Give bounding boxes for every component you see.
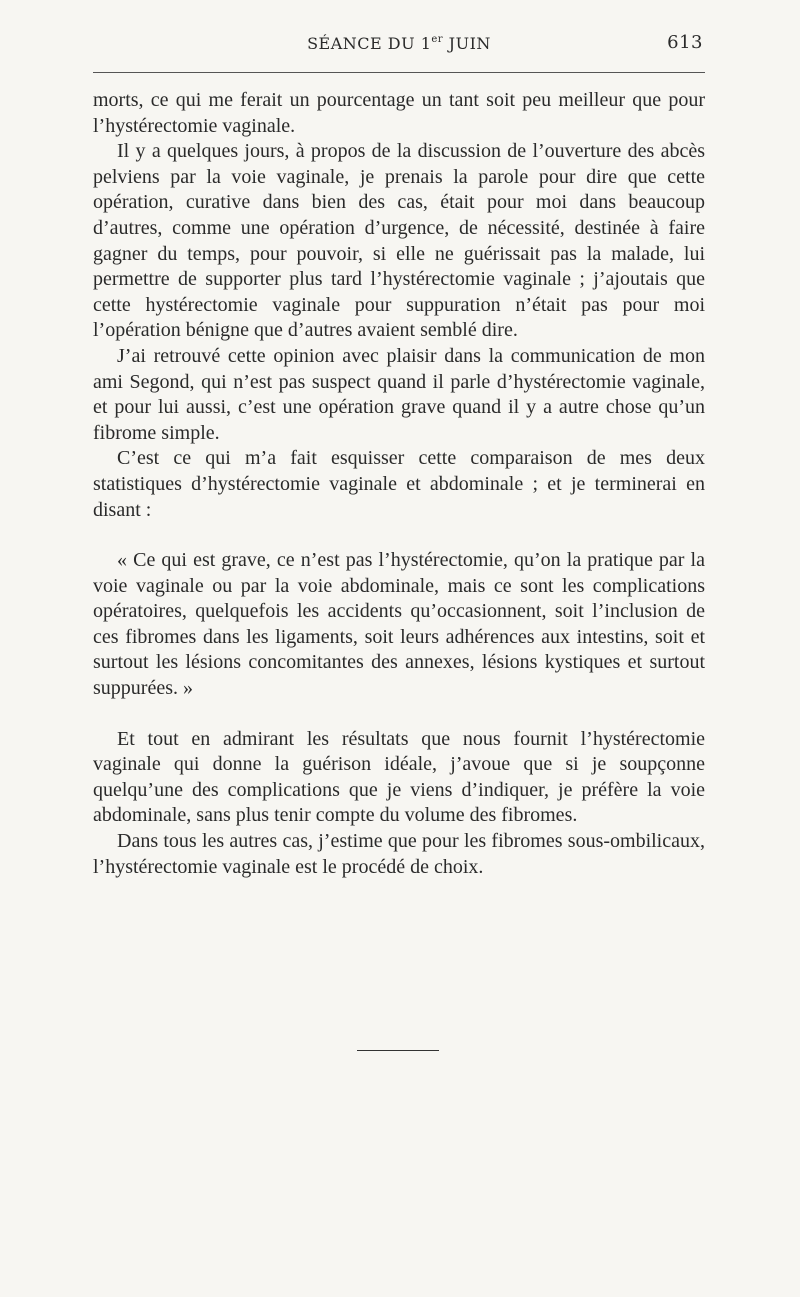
paragraph-segond: J’ai retrouvé cette opinion avec plaisir dans la communication de mon ami Segond, qui n’est pas suspect quand il parle d’hystérectomie vaginale, et pour lui aussi, c’est une opération grave quand il y a autre chose qu’un fibrome simple. <box>93 344 705 444</box>
running-title-superscript: er <box>431 34 444 45</box>
running-title <box>93 34 705 53</box>
running-head <box>93 34 705 58</box>
end-rule <box>357 1050 439 1051</box>
paragraph-voie-abdominale: Et tout en admirant les résultats que nous fournit l’hystérectomie vaginale qui donne la guérison idéale, j’avoue que si je soupçonne quelqu’une des complications que je viens d’indiquer, je préfère la voie abdominale, sans plus tenir compte du volume des fibromes. <box>93 727 705 827</box>
paragraph-abces-pelviens: Il y a quelques jours, à propos de la discussion de l’ouverture des abcès pelviens par la voie vaginale, je prenais la parole pour dire que cette opération, curative dans bien des cas, était pour moi dans beaucoup d’autres, comme une opération d’urgence, de nécessité, destinée à faire gagner du temps, pour pouvoir, si elle ne guérissait pas la malade, lui permettre de supporter plus tard l’hystérectomie vaginale ; j’ajoutais que cette hystérectomie vaginale pour suppuration n’était pas pour moi l’opération bénigne que d’autres avaient semblé dire. <box>93 140 705 342</box>
running-title-main: SÉANCE DU 1 <box>307 34 432 53</box>
running-title-end: JUIN <box>443 34 491 53</box>
paragraph-quotation: « Ce qui est grave, ce n’est pas l’hystérectomie, qu’on la pratique par la voie vaginale ou par la voie abdominale, mais ce sont les complications opératoires, quelquefois les accidents qu’occasionnent, soit l’inclusion de ces fibromes dans les ligaments, soit leurs adhérences aux intestins, soit et surtout les lésions concomitantes des annexes, lésions kystiques et surtout suppurées. » <box>93 549 705 700</box>
paragraph-continuation: morts, ce qui me ferait un pourcentage un tant soit peu meilleur que pour l’hystérectomie vaginale. <box>93 89 705 137</box>
page-number: 613 <box>667 32 703 53</box>
paragraph-comparaison: C’est ce qui m’a fait esquisser cette comparaison de mes deux statistiques d’hystérectomie vaginale et abdominale ; et je terminerai en disant : <box>93 447 705 521</box>
paragraph-conclusion: Dans tous les autres cas, j’estime que pour les fibromes sous-ombilicaux, l’hystérectomie vaginale est le procédé de choix. <box>93 830 705 878</box>
body-text <box>93 88 705 880</box>
header-rule <box>93 72 705 73</box>
